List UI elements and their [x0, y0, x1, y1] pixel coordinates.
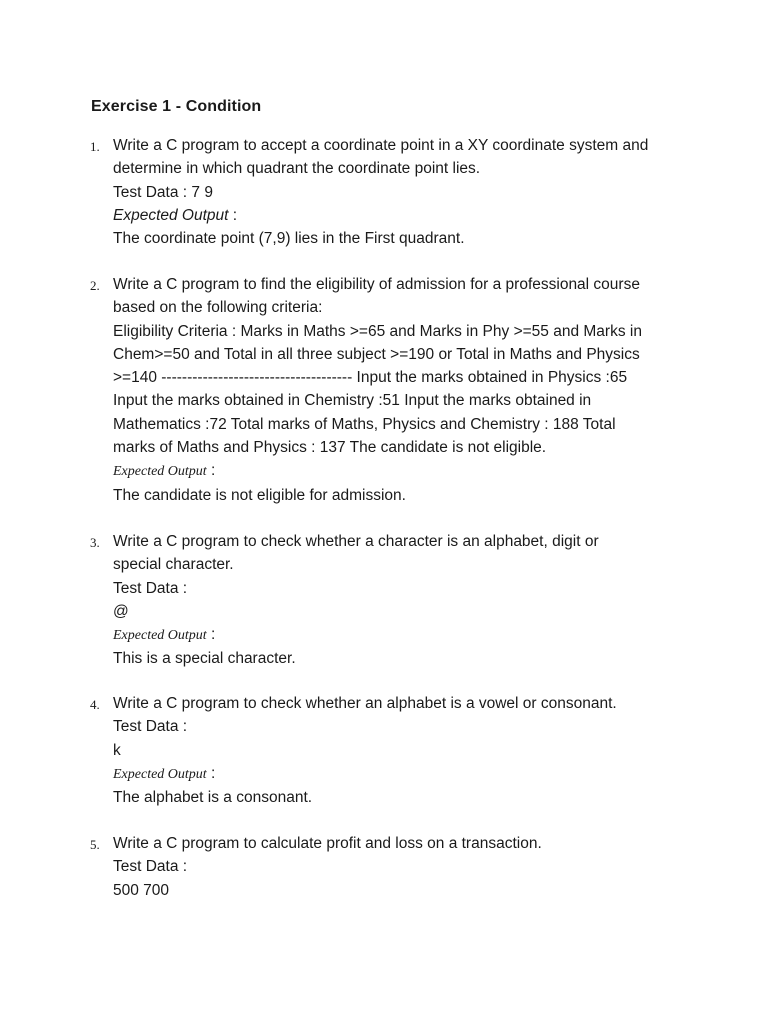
exercise-body	[113, 273, 685, 507]
expected-output-label-line	[113, 762, 685, 786]
exercise-text-line: based on the following criteria:	[113, 299, 323, 317]
exercise-text-line: special character.	[113, 556, 234, 574]
expected-output-label-line	[113, 623, 685, 647]
expected-output-colon: :	[206, 626, 216, 644]
expected-output-colon: :	[206, 462, 216, 480]
exercise-number: 3.	[90, 535, 100, 550]
exercise-number: 2.	[90, 278, 100, 293]
expected-output-label: Expected Output	[113, 464, 207, 480]
exercise-body	[113, 692, 685, 809]
exercise-text-line: Write a C program to find the eligibility of admission for a professional course	[113, 276, 640, 293]
test-data-value: 500 700	[113, 881, 170, 899]
exercise-text-line: >=140 ------------------------------------- Input the marks obtained in Physics :65	[113, 369, 628, 387]
exercise-text-line: Write a C program to check whether an alphabet is a vowel or consonant.	[113, 695, 617, 712]
expected-output-label: Expected Output	[113, 206, 229, 224]
expected-output-text: The alphabet is a consonant.	[113, 789, 313, 807]
expected-output-text: The candidate is not eligible for admission.	[113, 486, 406, 504]
test-data-line: Test Data :	[113, 718, 188, 736]
test-data-line: Test Data : 7 9	[113, 183, 213, 201]
exercise-text-line: marks of Maths and Physics : 137 The candidate is not eligible.	[113, 439, 547, 457]
exercise-text-line: Write a C program to check whether a character is an alphabet, digit or	[113, 533, 599, 550]
expected-output-label-line	[113, 204, 685, 227]
exercise-text-line: determine in which quadrant the coordinate point lies.	[113, 160, 481, 178]
exercise-number: 5.	[90, 837, 100, 852]
exercise-body	[113, 134, 685, 250]
exercise-text-line: Input the marks obtained in Chemistry :51 Input the marks obtained in	[113, 392, 592, 410]
expected-output-colon: :	[228, 206, 238, 224]
exercise-number: 4.	[90, 697, 100, 712]
test-data-line: Test Data :	[113, 858, 188, 876]
expected-output-label-line	[113, 459, 685, 483]
exercise-text-line: Chem>=50 and Total in all three subject >=190 or Total in Maths and Physics	[113, 345, 640, 363]
exercise-text-line: Write a C program to calculate profit and loss on a transaction.	[113, 835, 542, 852]
exercise-text-line: Eligibility Criteria : Marks in Maths >=65 and Marks in Phy >=55 and Marks in	[113, 322, 642, 340]
exercise-text-line: Mathematics :72 Total marks of Maths, Physics and Chemistry : 188 Total	[113, 415, 616, 433]
exercise-body	[113, 530, 685, 671]
expected-output-label: Expected Output	[113, 766, 207, 782]
exercise-text-line: Write a C program to accept a coordinate point in a XY coordinate system and	[113, 137, 649, 154]
exercise-number: 1.	[90, 139, 100, 154]
test-data-value: k	[113, 741, 121, 759]
expected-output-text: The coordinate point (7,9) lies in the First quadrant.	[113, 230, 465, 248]
expected-output-colon: :	[206, 764, 216, 782]
exercise-body	[113, 832, 685, 902]
expected-output-text: This is a special character.	[113, 650, 296, 668]
page-title: Exercise 1 - Condition	[91, 98, 262, 115]
expected-output-label: Expected Output	[113, 628, 207, 644]
test-data-value: @	[113, 602, 129, 620]
test-data-line: Test Data :	[113, 579, 188, 597]
